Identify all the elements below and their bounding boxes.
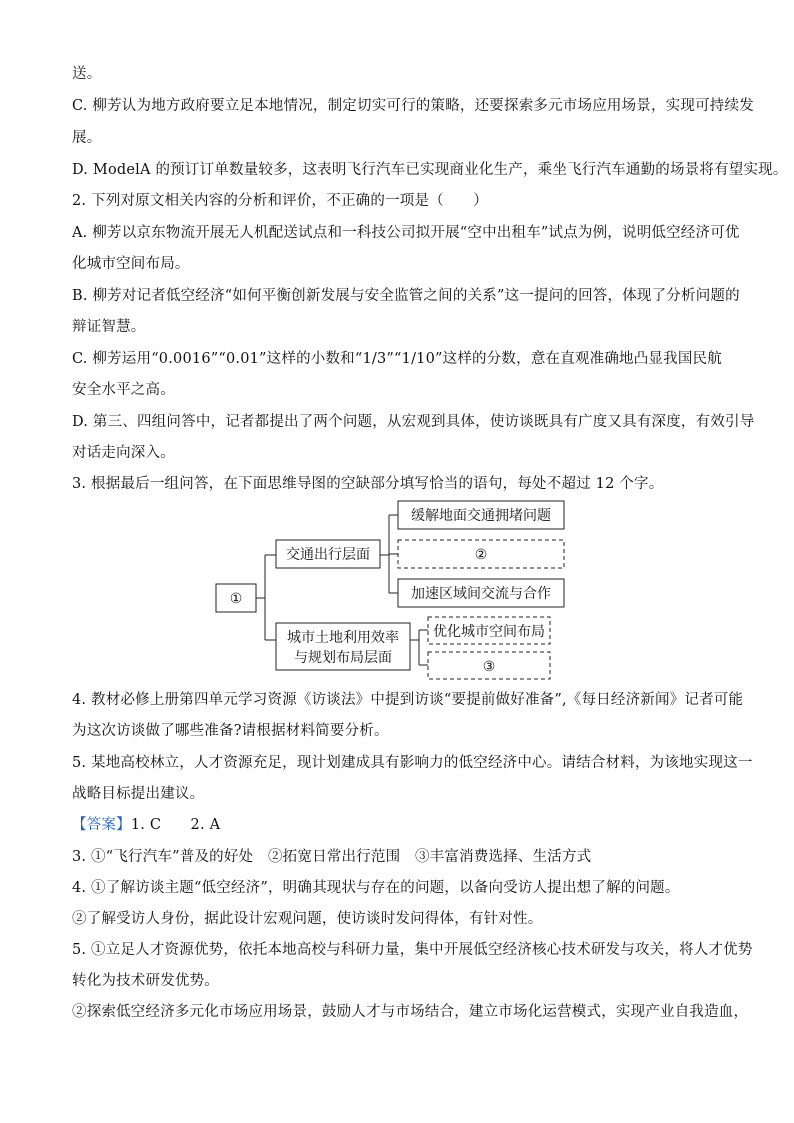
answer-4: 4. ①了解访谈主题“低空经济”，明确其现状与存在的问题，以备向受访人提出想了解的问题。	[72, 880, 680, 896]
answer-tag: 【答案】	[72, 817, 131, 833]
mindmap-root-label: ①	[229, 591, 243, 607]
text-line: 送。	[72, 66, 102, 82]
option-d: D. 第三、四组问答中，记者都提出了两个问题，从宏观到具体，使访谈既具有广度又具有深度，有效引导	[72, 414, 755, 430]
text-line: 展。	[72, 130, 102, 146]
answer-5: 5. ①立足人才资源优势，依托本地高校与科研力量，集中开展低空经济核心技术研发与攻关，将人才优势	[72, 942, 753, 958]
text-line: 转化为技术研发优势。	[72, 973, 219, 989]
text-line: 辩证智慧。	[72, 319, 146, 335]
mindmap-leaf-label: 缓解地面交通拥堵问题	[411, 508, 551, 524]
question-4: 4. 教材必修上册第四单元学习资源《访谈法》中提到访谈“要提前做好准备”,《每日经济新闻》记者可能	[72, 692, 744, 708]
option-b: B. 柳芳对记者低空经济“如何平衡创新发展与安全监管之间的关系”这一提问的回答，体现了分析问题的	[72, 288, 740, 304]
option-a: A. 柳芳以京东物流开展无人机配送试点和一科技公司拟开展“空中出租车”试点为例，说明低空经济可优	[72, 225, 740, 241]
mindmap-blank-label: ②	[474, 547, 488, 563]
answer-3: 3. ①“飞行汽车”普及的好处 ②拓宽日常出行范围 ③丰富消费选择、生活方式	[72, 849, 592, 865]
mindmap-leaf-label: 优化城市空间布局	[433, 624, 545, 640]
mindmap-branch2-label: 与规划布局层面	[294, 650, 392, 666]
option-c: C. 柳芳认为地方政府要立足本地情况，制定切实可行的策略，还要探索多元市场应用场景，实现可持续发	[72, 98, 754, 114]
option-d: D. ModelA 的预订订单数量较多，这表明飞行汽车已实现商业化生产，乘坐飞行汽车通勤的场景将有望实现。	[72, 162, 788, 178]
question-3: 3. 根据最后一组问答，在下面思维导图的空缺部分填写恰当的语句，每处不超过 12 个字。	[72, 476, 664, 492]
text-line: ②了解受访人身份，据此设计宏观问题，使访谈时发问得体，有针对性。	[72, 911, 543, 927]
mindmap-blank-label: ③	[482, 659, 496, 675]
text-line: 对话走向深入。	[72, 445, 175, 461]
text-line: ②探索低空经济多元化市场应用场景，鼓励人才与市场结合，建立市场化运营模式，实现产业自我造血，	[72, 1004, 749, 1020]
text-line: 战略目标提出建议。	[72, 786, 205, 802]
text-line: 为这次访谈做了哪些准备?请根据材料简要分析。	[72, 723, 389, 739]
question-2: 2. 下列对原文相关内容的分析和评价，不正确的一项是（ ）	[72, 193, 488, 209]
option-c: C. 柳芳运用“0.0016”“0.01”这样的小数和“1/3”“1/10”这样的分数，意在直观准确地凸显我国民航	[72, 351, 722, 367]
text-line: 安全水平之高。	[72, 382, 175, 398]
answer-line	[72, 815, 220, 835]
question-5: 5. 某地高校林立，人才资源充足，现计划建成具有影响力的低空经济中心。请结合材料，为该地实现这一	[72, 755, 753, 771]
mindmap-leaf-label: 加速区域间交流与合作	[411, 586, 551, 602]
text-line: 化城市空间布局。	[72, 256, 190, 272]
mindmap-branch2-label: 城市土地利用效率	[287, 630, 399, 646]
answer-text: 1. C 2. A	[130, 817, 221, 833]
mindmap-branch1-label: 交通出行层面	[286, 547, 370, 563]
